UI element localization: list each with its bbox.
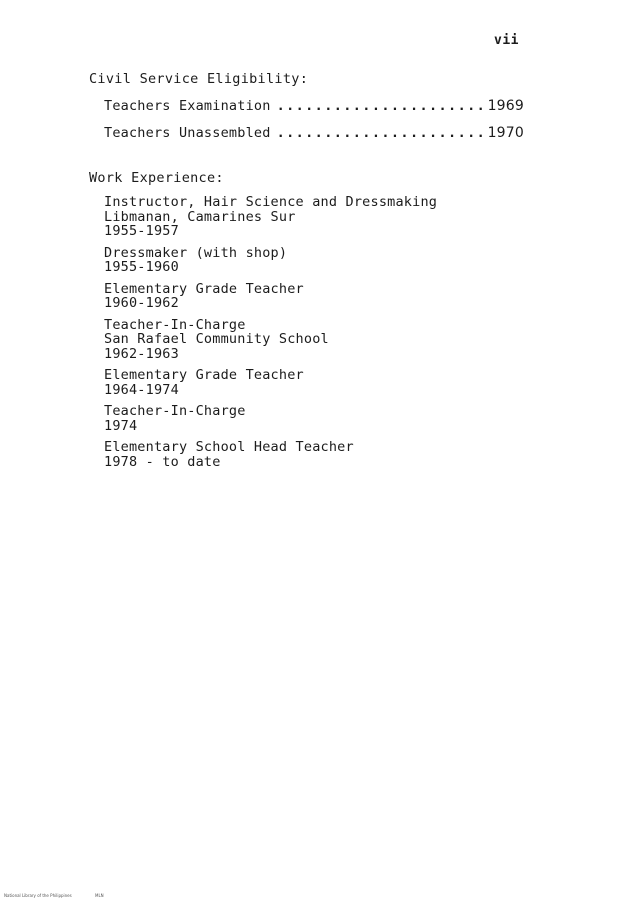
work-experience-list (104, 195, 524, 476)
work-entry (104, 404, 524, 433)
entry-line: Instructor, Hair Science and Dressmaking (104, 194, 438, 210)
entry-line: San Rafael Community School (104, 331, 329, 347)
dot-leader (277, 125, 482, 141)
entry-line: 1978 - to date (104, 453, 221, 470)
entry-line: 1974 (104, 417, 138, 434)
entry-line: 1960-1962 (104, 295, 179, 311)
entry-line: Teacher-In-Charge (104, 403, 246, 419)
work-entry (104, 440, 524, 469)
civil-service-heading: Civil Service Eligibility: (89, 71, 309, 87)
eligibility-label: Teachers Unassembled (104, 125, 271, 141)
entry-line: 1962-1963 (104, 345, 179, 362)
page-number: vii (494, 33, 519, 48)
work-entry (104, 318, 524, 362)
entry-line: Dressmaker (with shop) (104, 244, 288, 261)
entry-line: Elementary School Head Teacher (104, 439, 354, 455)
entry-line: 1964-1974 (104, 381, 179, 398)
footer-code-text: MLN (95, 893, 104, 898)
entry-line: 1955-1957 (104, 223, 179, 239)
scan-footer (4, 893, 126, 898)
entry-line: 1955-1960 (104, 259, 179, 275)
eligibility-row (104, 125, 524, 141)
work-entry (104, 368, 524, 397)
dot-leader (277, 98, 482, 114)
eligibility-year: 1970 (487, 125, 524, 141)
footer-library-text: National Library of the Philippines (4, 893, 72, 898)
work-entry (104, 282, 524, 311)
eligibility-label: Teachers Examination (104, 98, 271, 114)
entry-line: Elementary Grade Teacher (104, 280, 304, 297)
work-entry (104, 246, 524, 275)
work-entry (104, 195, 524, 239)
entry-line: Libmanan, Camarines Sur (104, 208, 296, 225)
eligibility-year: 1969 (487, 98, 524, 114)
entry-line: Teacher-In-Charge (104, 316, 246, 333)
eligibility-row (104, 98, 524, 114)
work-experience-heading: Work Experience: (89, 170, 224, 186)
entry-line: Elementary Grade Teacher (104, 367, 304, 383)
